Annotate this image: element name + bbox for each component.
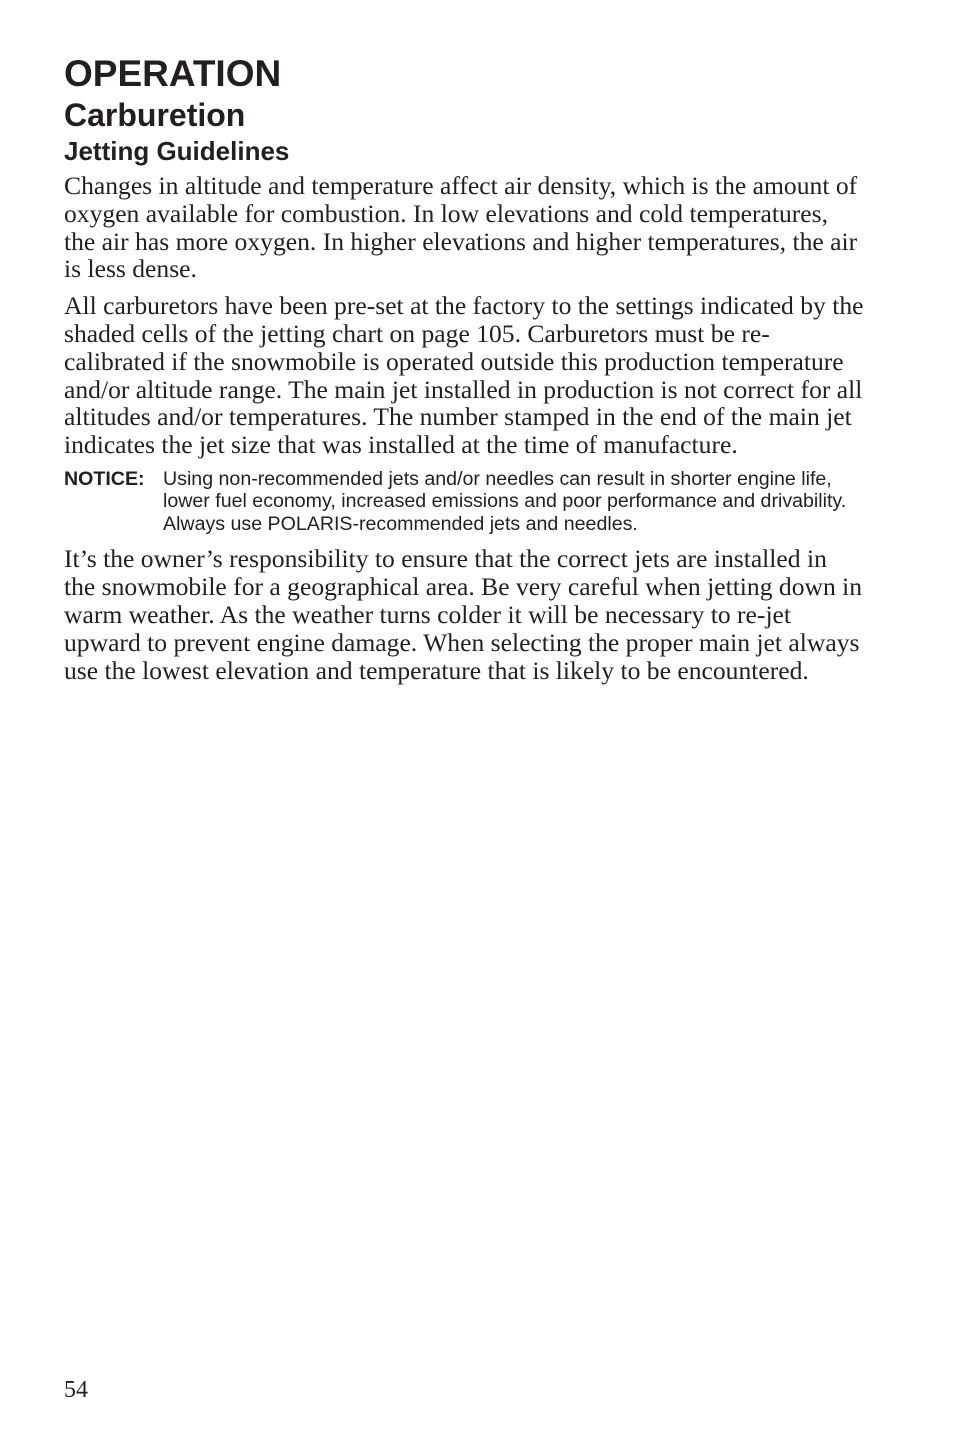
notice-label: NOTICE: <box>64 467 145 490</box>
notice-block <box>64 468 864 536</box>
paragraph-air-density: Changes in altitude and temperature affect air density, which is the amount of oxygen available for combustion. In low elevations and cold temperatures, the air has more oxygen. In higher elevations and higher temperatures, the air is less dense. <box>64 171 858 284</box>
topic-title: Jetting Guidelines <box>64 136 290 166</box>
manual-page-content <box>64 52 864 693</box>
paragraph-factory-settings: All carburetors have been pre-set at the factory to the settings indicated by the shaded cells of the jetting chart on page 105. Carburetors must be re-calibrated if the snowmobile is operated outside this production temperature and/or altitude range. The main jet installed in production is not correct for all altitudes and/or temperatures. The number stamped in the end of the main jet indicates the jet size that was installed at the time of manufacture. <box>64 291 864 460</box>
section-title: OPERATION <box>64 53 282 94</box>
paragraph-owner-responsibility: It’s the owner’s responsibility to ensure that the correct jets are installed in the snowmobile for a geographical area. Be very careful when jetting down in warm weather. As the weather turns colder it will be necessary to re-jet upward to prevent engine damage. When selecting the proper main jet always use the lowest elevation and temperature that is likely to be encountered. <box>64 544 863 685</box>
page-number: 54 <box>64 1377 88 1403</box>
notice-text: Using non-recommended jets and/or needles can result in shorter engine life, lower fuel economy, increased emissions and poor performance and drivability. Always use POLARIS-recommended jets and needles. <box>163 467 847 535</box>
subsection-title: Carburetion <box>64 97 246 133</box>
